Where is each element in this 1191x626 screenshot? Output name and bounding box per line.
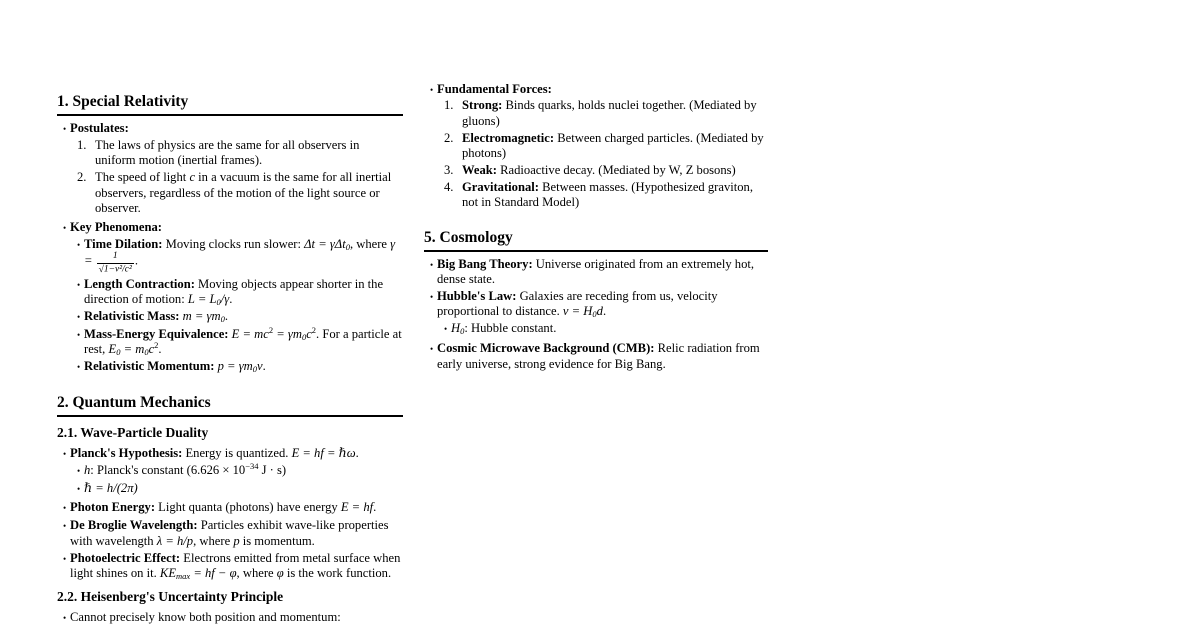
bold-text-run: Big Bang Theory: (437, 256, 533, 271)
subscript-run: 0 (144, 347, 149, 358)
fraction (97, 252, 134, 275)
list-item-text (437, 289, 768, 340)
subscript-run: 0 (345, 241, 350, 252)
bullet-icon: • (63, 503, 67, 514)
list-item-text (95, 138, 403, 169)
text-run: : Planck's constant (6.626 × 10 (90, 462, 246, 477)
bold-text-run: Relativistic Momentum: (84, 359, 215, 374)
list-item-text (84, 481, 403, 496)
list-item (70, 277, 403, 308)
list-item (437, 163, 768, 178)
list-item (57, 121, 403, 218)
text-run: Electrons emitted from metal surface when light shines on it. (70, 550, 401, 581)
math-text-run: /γ (220, 292, 230, 307)
list-item (57, 500, 403, 516)
math-text-run: E = mc (231, 326, 269, 341)
list-item (424, 341, 768, 372)
bullet-icon: • (77, 312, 81, 323)
sqrt-overline: 1−v²/c² (103, 264, 132, 275)
list-item-text (84, 309, 403, 324)
list-item-text (462, 180, 768, 211)
text-run: Moving objects appear shorter in the direction of motion: (84, 276, 384, 307)
list-item (57, 610, 403, 626)
math-text-run: E = hf = ℏω (291, 445, 356, 460)
text-run: Cannot precisely know both position and momentum: (70, 610, 341, 625)
subscript-run: 0 (460, 326, 465, 337)
math-text-run: v (257, 359, 263, 374)
bold-text-run: Time Dilation: (84, 236, 163, 251)
bullet-icon: • (77, 362, 81, 373)
bullet-icon: • (77, 465, 81, 476)
text-run: Universe originated from an extremely hot, dense state. (437, 256, 755, 287)
text-run: . (134, 253, 138, 268)
math-text-run: v = H (562, 304, 593, 319)
section-heading-special-relativity: 1. Special Relativity (57, 93, 403, 116)
bold-text-run: Electromagnetic: (462, 130, 555, 145)
bullet-icon: • (63, 613, 67, 624)
bold-text-run: Fundamental Forces: (437, 81, 552, 96)
text-run: . (158, 342, 162, 357)
list-special-relativity (57, 121, 403, 378)
text-run: . (373, 500, 377, 515)
number-marker: 3. (444, 163, 454, 178)
bold-text-run: Postulates: (70, 121, 129, 135)
bullet-icon: • (63, 448, 67, 459)
bullet-icon: • (77, 483, 81, 494)
list-item-text (462, 98, 768, 129)
number-marker: 2. (77, 170, 87, 185)
list-item (437, 321, 768, 337)
number-marker: 4. (444, 179, 454, 194)
subscript-run: 0 (216, 297, 221, 308)
text-run: . (355, 445, 359, 460)
math-text-run: c (189, 170, 196, 185)
list-fundamental-forces (424, 82, 768, 213)
subsection-heading-heisenberg: 2.2. Heisenberg's Uncertainty Principle (57, 589, 284, 605)
math-text-run: KE (159, 566, 177, 581)
list-item (57, 446, 403, 499)
list-item (70, 237, 403, 275)
nested-list (70, 460, 403, 497)
list-item-text (70, 610, 403, 625)
fraction-denominator: √1−v²/c² (98, 264, 132, 275)
text-run: Between masses. (Hypothesized graviton, not in Standard Model) (462, 179, 753, 210)
text-run: , where (349, 236, 391, 251)
math-text-run: = hf − φ (190, 566, 237, 581)
superscript-run: 2 (154, 340, 159, 351)
math-text-run: p (233, 533, 240, 548)
text-run: , where (236, 566, 277, 581)
list-item-text (70, 220, 403, 378)
list-item-text (451, 321, 768, 336)
list-item-text (70, 500, 403, 515)
nested-list (437, 321, 768, 337)
text-run: . (224, 309, 228, 324)
math-text-run: ℏ = h/(2π) (84, 480, 138, 495)
bold-text-run: Weak: (462, 163, 497, 178)
bullet-icon: • (63, 553, 67, 564)
bold-text-run: Relativistic Mass: (84, 309, 180, 324)
text-run: Radioactive decay. (Mediated by W, Z bosons) (496, 163, 736, 178)
text-run: . (602, 304, 607, 319)
text-run: Binds quarks, holds nuclei together. (Mediated by gluons) (462, 98, 757, 128)
list-wave-particle-duality (57, 446, 403, 582)
bullet-icon: • (63, 222, 67, 233)
bold-text-run: Photon Energy: (70, 500, 156, 515)
text-run: is momentum. (239, 533, 315, 548)
section-heading-quantum-mechanics: 2. Quantum Mechanics (57, 394, 403, 417)
bullet-icon: • (77, 279, 81, 290)
bold-text-run: Strong: (462, 98, 503, 113)
list-item-text (84, 237, 403, 275)
subscript-run: 0 (592, 309, 597, 320)
superscript-run: 2 (311, 324, 317, 335)
math-text-run: p = γm (217, 359, 253, 374)
number-marker: 2. (444, 130, 454, 145)
text-run: in a vacuum is the same for all inertial observers, regardless of the motion of the light source or observer. (95, 170, 392, 216)
list-item-text (462, 131, 768, 162)
math-text-run: H (451, 321, 461, 336)
math-text-run: = m (120, 342, 145, 357)
list-item-text (437, 341, 768, 372)
text-run: , where (193, 533, 234, 548)
text-run: Particles exhibit wave-like properties with wavelength (70, 518, 389, 548)
number-marker: 1. (444, 98, 454, 113)
list-item (57, 518, 403, 549)
math-text-run: λ = h/p (156, 533, 194, 548)
bold-text-run: Mass-Energy Equivalence: (84, 326, 229, 341)
math-text-run: = γm (273, 326, 302, 341)
text-run: J · s) (258, 462, 287, 477)
list-item (424, 82, 768, 213)
math-text-run: L = L (187, 292, 217, 307)
list-item (70, 138, 403, 169)
text-run: . For a particle at rest, (84, 326, 402, 357)
list-item (70, 324, 403, 358)
list-item-text (462, 163, 768, 178)
math-text-run: m = γm (182, 309, 221, 324)
math-text-run: h (84, 462, 91, 477)
math-text-run: φ (276, 566, 284, 581)
list-item (70, 309, 403, 325)
list-item (57, 551, 403, 582)
bullet-icon: • (444, 324, 448, 335)
text-run: Galaxies are receding from us, velocity proportional to distance. (437, 289, 718, 319)
math-text-run: c (306, 326, 312, 341)
text-run: Between charged particles. (Mediated by photons) (462, 130, 764, 161)
section-heading-cosmology: 5. Cosmology (424, 229, 768, 252)
subscript-run: 0 (252, 364, 258, 375)
text-run: Relic radiation from early universe, strong evidence for Big Bang. (437, 341, 760, 371)
number-marker: 1. (77, 137, 87, 152)
fraction-numerator: 1 (112, 251, 118, 262)
subscript-run: 0 (220, 314, 225, 325)
list-item (70, 170, 403, 216)
text-run: . (262, 359, 266, 374)
text-run: The speed of light (95, 170, 190, 185)
bullet-icon: • (63, 521, 67, 532)
list-item-text (437, 257, 768, 288)
list-item (424, 289, 768, 340)
bullet-icon: • (77, 329, 81, 340)
list-item-text (70, 446, 403, 499)
text-run: Moving clocks run slower: (162, 236, 305, 251)
math-text-run: γ = (84, 236, 396, 268)
text-run: . (229, 292, 233, 307)
bold-text-run: Gravitational: (462, 179, 539, 194)
list-item (437, 131, 768, 162)
list-item (424, 257, 768, 288)
list-item (70, 359, 403, 375)
bullet-icon: • (77, 239, 81, 250)
text-run: is the work function. (283, 566, 392, 581)
list-item (437, 180, 768, 211)
list-item-text (95, 170, 403, 216)
list-item (70, 460, 403, 479)
nested-list (70, 237, 403, 376)
left-column (57, 80, 403, 626)
subscript-run: 0 (116, 347, 121, 358)
list-item (57, 220, 403, 378)
subsection-heading-wave-particle-duality: 2.1. Wave-Particle Duality (57, 424, 209, 440)
list-item-text (70, 121, 403, 218)
list-heisenberg (57, 610, 403, 626)
list-item-text (70, 551, 403, 582)
bullet-icon: • (430, 344, 434, 355)
list-item-text (70, 518, 403, 549)
superscript-run: 2 (268, 324, 274, 335)
superscript-run: −34 (245, 460, 259, 471)
subscript-run: max (176, 571, 191, 582)
bold-text-run: Cosmic Microwave Background (CMB): (437, 341, 655, 356)
math-text-run: E = hf (340, 500, 374, 515)
list-item-text (437, 82, 768, 213)
right-column (424, 80, 768, 374)
bold-text-run: Hubble's Law: (437, 289, 517, 304)
list-item (437, 98, 768, 129)
math-text-run: d (596, 304, 603, 319)
list-item-text (84, 460, 403, 478)
text-run: Light quanta (photons) have energy (155, 500, 341, 515)
bold-text-run: Photoelectric Effect: (70, 550, 181, 565)
bullet-icon: • (430, 259, 434, 270)
nested-list (437, 98, 768, 210)
math-text-run: Δt = γΔt (304, 236, 346, 251)
text-run: The laws of physics are the same for all observers in uniform motion (inertial frames). (95, 137, 360, 168)
bold-text-run: Planck's Hypothesis: (70, 445, 183, 460)
list-item-text (84, 359, 403, 374)
subscript-run: 0 (301, 331, 307, 342)
text-run: : Hubble constant. (464, 321, 557, 336)
bold-text-run: Length Contraction: (84, 276, 195, 291)
nested-list (70, 138, 403, 217)
math-text-run: c (148, 342, 155, 357)
list-item-text (84, 324, 403, 358)
bullet-icon: • (63, 124, 67, 134)
list-item-text (84, 277, 403, 308)
list-cosmology (424, 257, 768, 372)
text-run: Energy is quantized. (182, 445, 292, 460)
bullet-icon: • (430, 292, 434, 303)
bold-text-run: Key Phenomena: (70, 219, 162, 234)
math-text-run: E (108, 342, 117, 357)
bold-text-run: De Broglie Wavelength: (70, 518, 198, 533)
bullet-icon: • (430, 84, 434, 95)
list-item (70, 481, 403, 497)
